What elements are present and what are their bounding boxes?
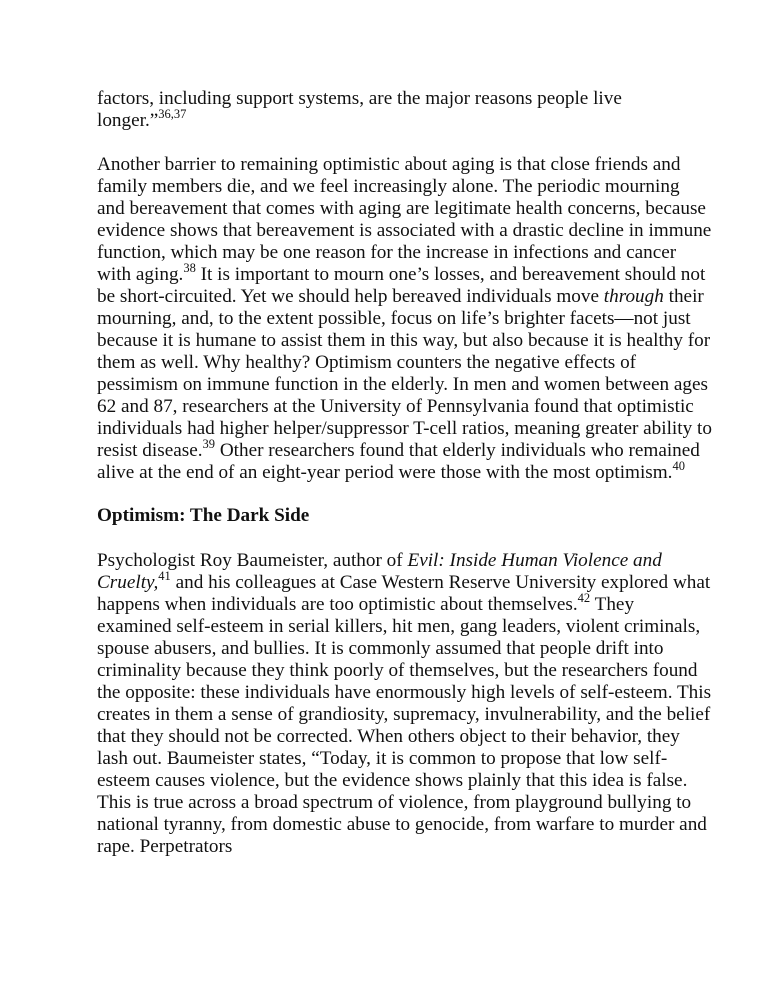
footnote-ref-38: 38 [183,260,196,275]
section-heading: Optimism: The Dark Side [97,505,310,526]
paragraph-text: Psychologist Roy Baumeister, author of [97,550,408,571]
paragraph-text: They examined self-esteem in serial killers, hit men, gang leaders, violent criminals, spouse abusers, and bullies. It is commonly assumed that people drift into criminality because they think poorly of themselves, but the researchers found the opposite: these individuals have enormously high levels of self-esteem. This creates in them a sense of grandiosity, supremacy, invulnerability, and the belief that they should not be corrected. When others object to their behavior, they lash out. Baumeister states, “Today, it is common to propose that low self-esteem causes violence, but the evidence shows plainly that this idea is false. This is true across a broad spectrum of violence, from playground bullying to national tyranny, from domestic abuse to genocide, from warfare to murder and rape. Perpetrators [97,594,712,857]
footnote-ref-42: 42 [577,590,591,605]
paragraph-text: Other researchers found that elderly individuals who remained alive at the end of an eight-year period were those with the most optimism. [97,440,700,483]
footnote-ref-39: 39 [202,436,216,451]
paragraph-baumeister [97,550,712,858]
book-title: Evil: Inside Human Violence and Cruelty, [97,550,662,593]
paragraph-support-systems [97,88,712,132]
paragraph-bereavement [97,154,712,484]
footnote-ref-36-37: 36,37 [158,106,187,121]
paragraph-text: factors, including support systems, are the major reasons people live longer.” [97,88,622,131]
paragraph-text: and his colleagues at Case Western Reserve University explored what happens when individuals are too optimistic about themselves. [97,572,711,615]
paragraph-text: Another barrier to remaining optimistic about aging is that close friends and family members die, and we feel increasingly alone. The periodic mourning and bereavement that comes with aging are legitimate health concerns, because evidence shows that bereavement is associated with a drastic decline in immune function, which may be one reason for the increase in infections and cancer with aging. [97,154,712,285]
paragraph-text: It is important to mourn one’s losses, and bereavement should not be short-circuited. Yet we should help bereaved individuals move [97,264,706,307]
emphasis-through: through [603,286,664,307]
paragraph-text: their mourning, and, to the extent possible, focus on life’s brighter facets—not just because it is humane to assist them in this way, but also because it is healthy for them as well. Why healthy? Optimism counters the negative effects of pessimism on immune function in the elderly. In men and women between ages 62 and 87, researchers at the University of Pennsylvania found that optimistic individuals had higher helper/suppressor T-cell ratios, meaning greater ability to resist disease. [97,286,712,461]
footnote-ref-40: 40 [672,458,685,473]
footnote-ref-41: 41 [158,568,171,583]
